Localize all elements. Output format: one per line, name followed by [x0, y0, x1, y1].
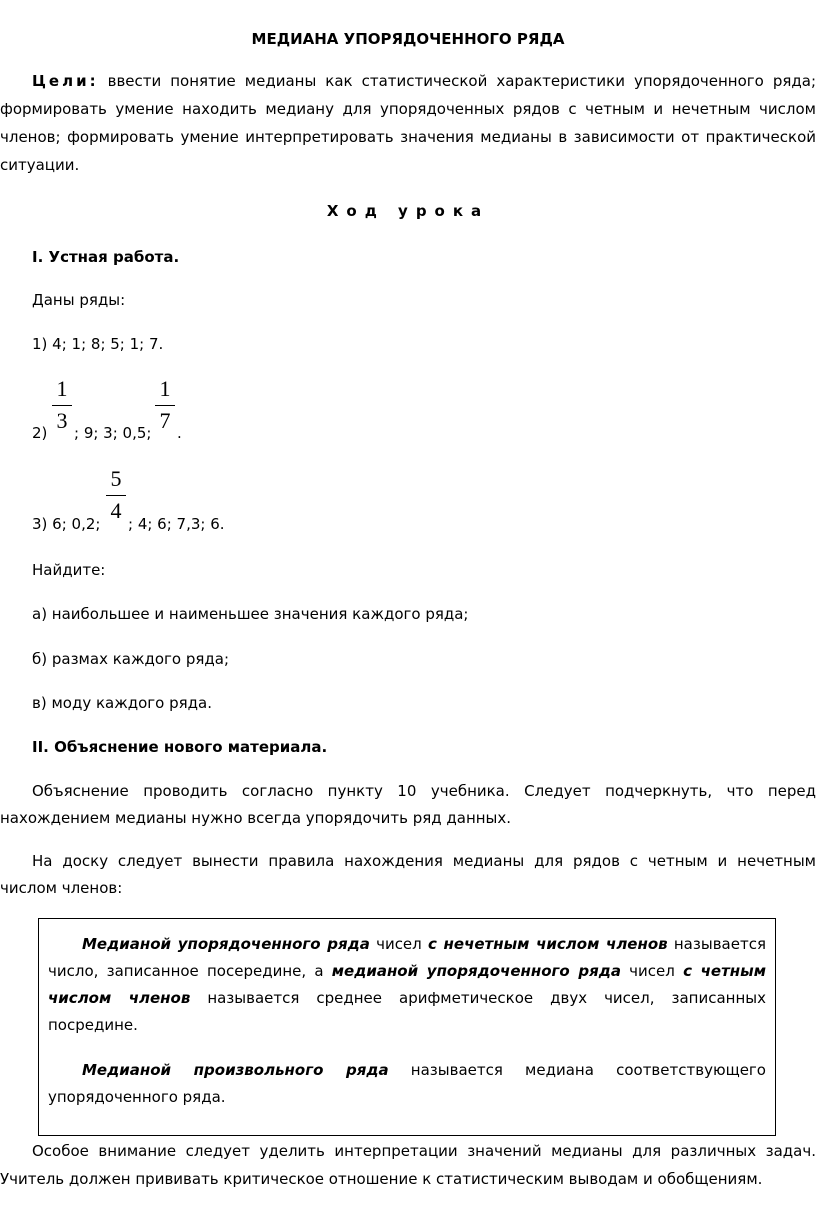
fraction-numerator: 1 — [56, 376, 68, 401]
rule-line-6: упорядоченного ряда. — [48, 1088, 226, 1106]
goals-line-2: формировать умение находить медиану для упорядоченных рядов с четным и нечетным числом — [0, 100, 816, 118]
section-1-heading: I. Устная работа. — [32, 248, 180, 266]
rule-text: называется — [673, 935, 766, 953]
series-2-suffix: . — [177, 424, 182, 442]
rule-text: называется медиана соответствующего — [410, 1061, 766, 1079]
task-a: а) наибольшее и наименьшее значения каждого ряда; — [32, 605, 469, 623]
fraction-1-3 — [52, 376, 72, 434]
section-2-heading: II. Объяснение нового материала. — [32, 738, 328, 756]
task-b: б) размах каждого ряда; — [32, 650, 230, 668]
section-2-para-2-line-2: числом членов: — [0, 879, 123, 897]
section-2-para-2-line-1: На доску следует вынести правила нахождения медианы для рядов с четным и нечетным — [32, 852, 816, 870]
page-title: МЕДИАНА УПОРЯДОЧЕННОГО РЯДА — [251, 30, 565, 48]
rule-text: чисел — [629, 962, 675, 980]
section-2-para-1-line-2: нахождением медианы нужно всегда упорядочить ряд данных. — [0, 809, 512, 827]
rule-line-1 — [82, 935, 766, 953]
goals-label: Цели: — [32, 72, 99, 90]
closing-line-1: Особое внимание следует уделить интерпретации значений медианы для различных задач. — [32, 1142, 816, 1160]
fraction-5-4 — [106, 466, 126, 524]
rule-term-median: медианой упорядоченного ряда — [331, 962, 621, 980]
rule-term-even: с четным — [683, 962, 766, 980]
series-2-middle: ; 9; 3; 0,5; — [74, 424, 152, 442]
fraction-denominator: 3 — [56, 408, 68, 433]
series-3-suffix: ; 4; 6; 7,3; 6. — [128, 515, 225, 533]
fraction-denominator: 7 — [159, 408, 171, 433]
fraction-bar — [155, 405, 175, 406]
rule-term-members: числом членов — [48, 989, 191, 1007]
fraction-bar — [52, 405, 72, 406]
given-series-label: Даны ряды: — [32, 291, 126, 309]
fraction-numerator: 1 — [159, 376, 171, 401]
section-2-para-1-line-1: Объяснение проводить согласно пункту 10 учебника. Следует подчеркнуть, что перед — [32, 782, 816, 800]
lesson-heading: Ход урока — [326, 202, 490, 220]
goals-text-1: ввести понятие медианы как статистической характеристики упорядоченного ряда; — [107, 72, 816, 90]
goals-line-1 — [32, 72, 816, 90]
rule-term-odd: с нечетным числом членов — [427, 935, 668, 953]
rule-term-median: Медианой упорядоченного ряда — [82, 935, 370, 953]
find-label: Найдите: — [32, 561, 106, 579]
series-1: 1) 4; 1; 8; 5; 1; 7. — [32, 335, 164, 353]
task-c: в) моду каждого ряда. — [32, 694, 212, 712]
goals-line-4: ситуации. — [0, 156, 80, 174]
rule-text: называется среднее арифметическое двух чисел, записанных — [207, 989, 766, 1007]
rule-text: чисел — [376, 935, 422, 953]
fraction-1-7 — [155, 376, 175, 434]
fraction-denominator: 4 — [110, 498, 122, 523]
fraction-numerator: 5 — [110, 466, 122, 491]
closing-line-2: Учитель должен прививать критическое отношение к статистическим выводам и обобщениям. — [0, 1170, 763, 1188]
series-3-prefix: 3) 6; 0,2; — [32, 515, 101, 533]
fraction-bar — [106, 495, 126, 496]
series-2-prefix: 2) — [32, 424, 48, 442]
rule-text: число, записанное посередине, а — [48, 962, 324, 980]
rule-line-3 — [48, 989, 766, 1007]
rule-line-2 — [48, 962, 766, 980]
goals-line-3: членов; формировать умение интерпретировать значения медианы в зависимости от практической — [0, 128, 816, 146]
rule-line-5 — [82, 1061, 766, 1079]
rule-term-arbitrary: Медианой произвольного ряда — [82, 1061, 389, 1079]
rule-line-4: посредине. — [48, 1016, 138, 1034]
